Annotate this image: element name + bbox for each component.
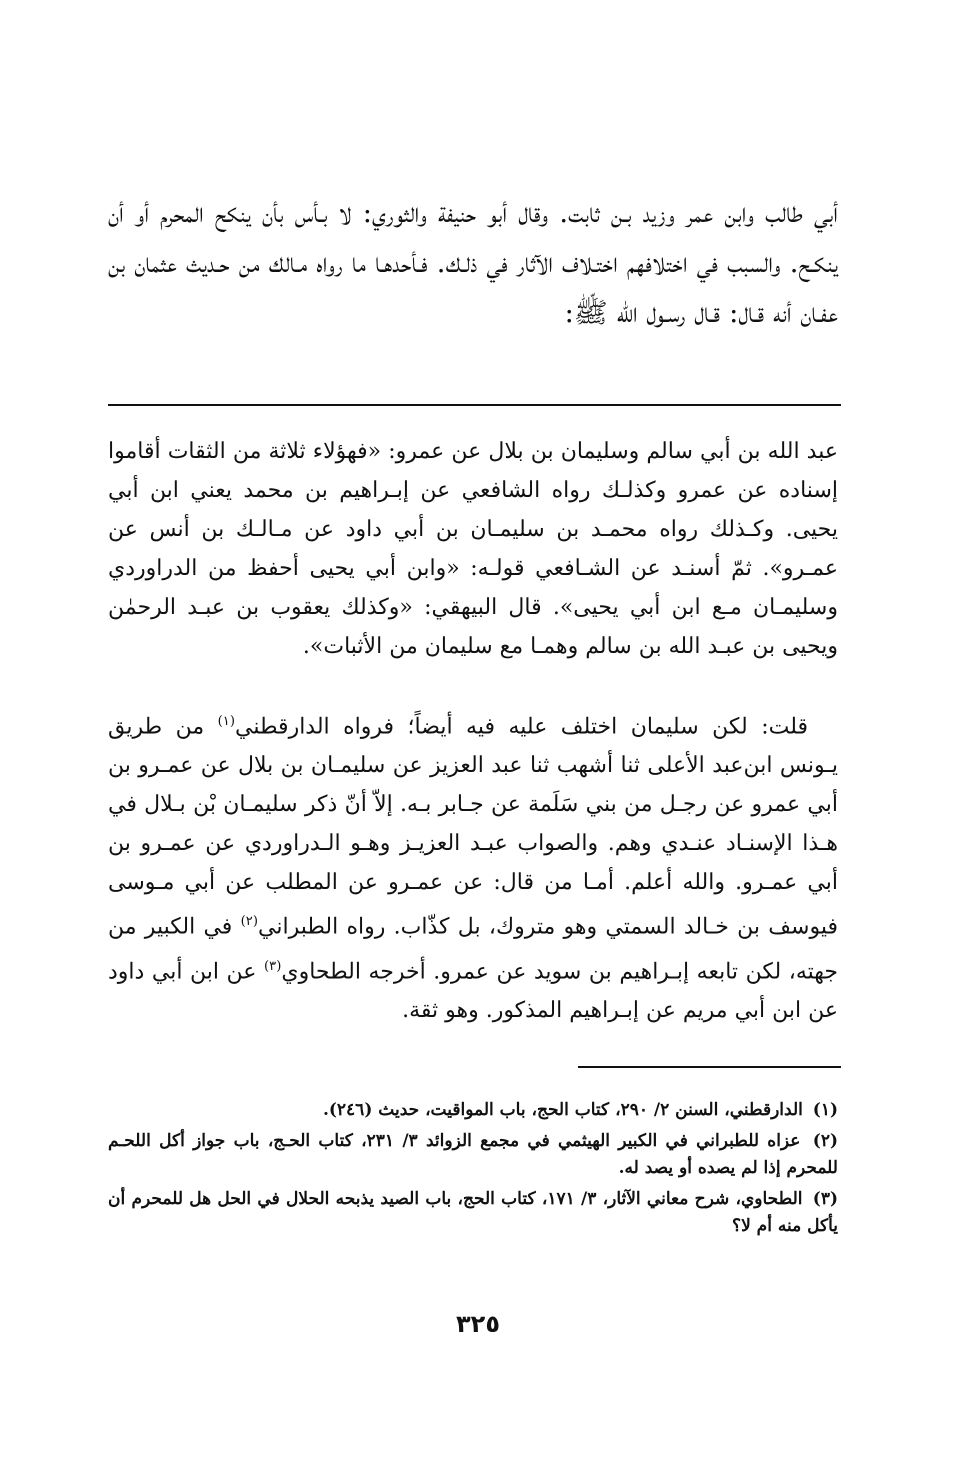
footnote-ref-3: (٣) <box>263 958 282 974</box>
footnotes-block <box>108 1097 838 1244</box>
footnote-ref-2: (٢) <box>240 914 259 930</box>
commentary-paragraph <box>108 702 838 1030</box>
footnote <box>108 1097 838 1124</box>
commentary-part-4: عن ابن أبي داود عن ابن أبي مريم عن إبـراهيم المذكور. وهو ثقة. <box>108 958 838 1023</box>
footnote-number: (١) <box>812 1100 838 1120</box>
footnote-text: الطحاوي، شرح معاني الآثار، ٣/ ١٧١، كتاب الحج، باب الصيد يذبحه الحلال في الحل هل للمحرم أن يأكل منه أم لا؟ <box>108 1189 838 1236</box>
continued-commentary-block <box>108 432 838 666</box>
commentary-part-2: من طريق يـونس ابن‌عبد الأعلى ثنا أشهب ثنا عبد العزيز عن سليمـان بن بلال عن عمـرو بن أبي عمرو عن رجـل من بني سَلَمة عن جـابر بـه. إلاّ أنّ ذكر سليمـان بْن بـلال في هـذا الإسنـاد عنـدي وهم. والصواب عبـد العزيـز وهـو الـدراوردي عن عمـرو بن أبي عمـرو. والله أعلم. أمـا من قال: عن عمـرو عن المطلب عن أبي مـوسى فيوسف بن خـالد السمتي وهو متروك، بل كذّاب. رواه الطبراني <box>108 714 838 940</box>
main-paragraph: أبي طالب وابن عمر وزيد بـن ثابت. وقال أبو حنيفة والثوري: لا بـأس بأن ينكح المحرم أو أن ينكـح. والسبب في اختلافهم اختـلاف الآثار في ذلـك. فـأحدهـا ما رواه مـالك من حـديث عثمان بن عفـان أنه قـال: قـال رسـول الله ﷺ: <box>108 196 838 329</box>
page-number: ٣٢٥ <box>456 1310 500 1338</box>
footnote <box>108 1128 838 1182</box>
footnote-ref-1: (١) <box>217 714 236 729</box>
footnote-text: عزاه للطبراني في الكبير الهيثمي في مجمع الزوائد ٣/ ٢٣١، كتاب الحـج، باب جواز أكل اللحـم للمحرم إذا لم يصده أو يصد له. <box>108 1131 838 1178</box>
commentary-part-3: في الكبير من جهته، لكن تابعه إبـراهيم بن سويد عن عمرو. أخرجه الطحاوي <box>108 914 839 984</box>
footnote-separator <box>578 1066 841 1068</box>
footnote-number: (٢) <box>812 1131 838 1151</box>
commentary-block <box>108 702 838 1030</box>
main-text-block <box>108 188 838 338</box>
footnote-number: (٣) <box>812 1189 838 1209</box>
commentary-part-1: قلت: لكن سليمان اختلف عليه فيه أيضاً؛ فرواه الدارقطني <box>235 714 809 740</box>
footnote <box>108 1186 838 1240</box>
main-text-separator <box>108 404 841 406</box>
footnote-text: الدارقطني، السنن ٢/ ٢٩٠، كتاب الحج، باب المواقيت، حديث (٢٤٦). <box>322 1100 803 1120</box>
continued-paragraph: عبد الله بن أبي سالم وسليمان بن بلال عن عمرو: «فهؤلاء ثلاثة من الثقات أقاموا إسناده عن عمرو وكذلـك رواه الشافعي عن إبـراهيم بن محمد يعني ابن أبي يحيى. وكـذلك رواه محمـد بن سليمـان بن أبي داود عن مـالـك بن أنس عن عمـرو». ثمّ أسنـد عن الشـافعي قولـه: «وابن أبي يحيى أحفظ من الدراوردي وسليمـان مـع ابن أبي يحيى». قال البيهقي: «وكذلك يعقوب بن عبـد الرحمٰن ويحيى بن عبـد الله بن سالم وهمـا مع سليمان من الأثبات». <box>108 439 838 659</box>
